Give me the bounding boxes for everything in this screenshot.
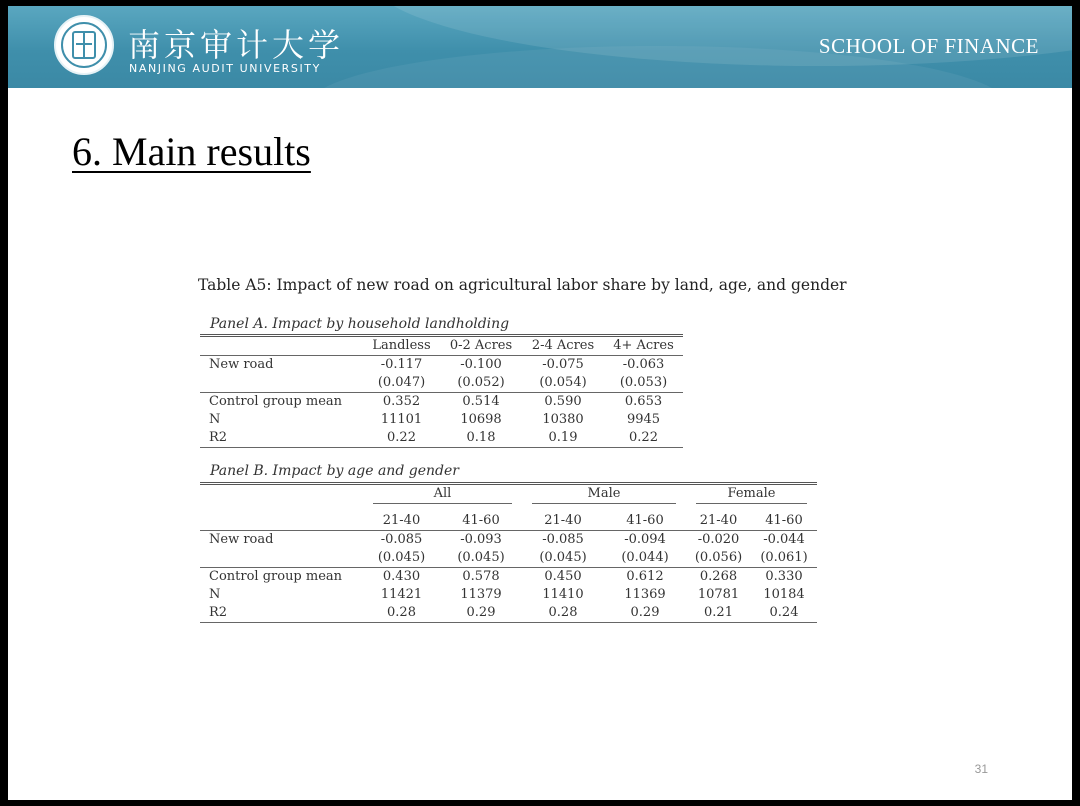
table-cell: (0.052)	[457, 375, 505, 390]
table-cell: 0.268	[686, 568, 751, 587]
table-cell: 0.18	[440, 429, 522, 448]
table-cell: 0.352	[363, 393, 440, 412]
table-cell: 0.28	[522, 604, 604, 623]
table-row	[200, 586, 817, 604]
header-cell	[200, 336, 363, 356]
table-cell: -0.093	[440, 531, 522, 550]
table-row	[200, 356, 683, 375]
table-row	[200, 374, 683, 393]
column-header: 21-40	[382, 513, 421, 528]
table-cell: 0.514	[440, 393, 522, 412]
row-label: R2	[200, 429, 363, 448]
table-cell: 0.653	[604, 393, 683, 412]
table-cell: -0.020	[686, 531, 751, 550]
table-cell: 0.590	[522, 393, 604, 412]
table-cell: 0.19	[522, 429, 604, 448]
table-cell: 11410	[542, 587, 584, 602]
group-label: Female	[696, 485, 807, 504]
table-cell: 10380	[542, 412, 584, 427]
table-row	[200, 549, 817, 568]
table-cell: 11369	[624, 587, 666, 602]
table-cell: -0.100	[440, 356, 522, 375]
table-cell: (0.045)	[539, 550, 587, 565]
row-label: Control group mean	[200, 568, 363, 587]
table-cell: (0.047)	[377, 375, 426, 390]
table-cell: -0.075	[522, 356, 604, 375]
row-label: N	[209, 587, 221, 602]
column-header: Landless	[363, 336, 440, 356]
table-row	[200, 531, 817, 550]
table-cell: 11421	[380, 587, 423, 602]
table-cell: 0.24	[751, 604, 817, 623]
table-cell: 11379	[460, 587, 502, 602]
header-banner	[8, 6, 1072, 88]
panel-a-header-row	[200, 336, 683, 356]
panel-a-table	[200, 334, 683, 448]
header-cell	[200, 512, 363, 531]
group-label: All	[373, 485, 512, 504]
column-header: 41-60	[765, 513, 803, 528]
table-row	[200, 429, 683, 448]
column-header: 41-60	[462, 513, 500, 528]
table-cell: (0.045)	[377, 550, 426, 565]
slide-title: 6. Main results	[72, 129, 311, 174]
header-cell	[200, 484, 363, 505]
table-row	[200, 411, 683, 429]
table-cell: 0.29	[604, 604, 686, 623]
column-header: 21-40	[699, 513, 738, 528]
school-name: SCHOOL OF FINANCE	[818, 34, 1039, 58]
table-cell: 9945	[626, 412, 661, 427]
panel-b-group-row	[200, 484, 817, 505]
panel-b-table	[200, 482, 817, 623]
row-label: R2	[200, 604, 363, 623]
row-label: New road	[200, 356, 363, 375]
table-cell: -0.044	[751, 531, 817, 550]
table-cell: (0.054)	[539, 375, 587, 390]
table-cell: 0.578	[440, 568, 522, 587]
table-cell: 10184	[763, 587, 805, 602]
university-seal-icon	[54, 15, 114, 75]
table-cell: 0.22	[363, 429, 440, 448]
panel-b-header-row	[200, 512, 817, 531]
table-cell: 0.28	[363, 604, 440, 623]
table-caption: Table A5: Impact of new road on agricultural labor share by land, age, and gender	[198, 276, 847, 294]
table-cell: 11101	[380, 412, 423, 427]
group-header-all	[363, 484, 522, 505]
row-label	[200, 549, 363, 568]
table-cell: 0.21	[686, 604, 751, 623]
university-name-en: NANJING AUDIT UNIVERSITY	[129, 62, 321, 75]
table-cell: 0.330	[751, 568, 817, 587]
table-cell: -0.063	[604, 356, 683, 375]
table-cell: 0.450	[522, 568, 604, 587]
table-cell: (0.053)	[619, 375, 668, 390]
table-cell: 0.29	[440, 604, 522, 623]
column-header: 0-2 Acres	[440, 336, 522, 356]
table-cell: -0.085	[363, 531, 440, 550]
column-header: 21-40	[544, 513, 582, 528]
table-row	[200, 568, 817, 587]
page-number: 31	[974, 762, 988, 776]
table-cell: -0.094	[604, 531, 686, 550]
row-label: New road	[200, 531, 363, 550]
spacer-row	[200, 504, 817, 512]
table-cell: (0.061)	[760, 550, 808, 565]
table-cell: -0.085	[522, 531, 604, 550]
table-cell: 10781	[697, 587, 740, 602]
table-cell: (0.044)	[621, 550, 669, 565]
table-row	[200, 604, 817, 623]
table-cell: (0.056)	[694, 550, 743, 565]
group-label: Male	[532, 485, 676, 504]
table-cell: -0.117	[363, 356, 440, 375]
group-header-male	[522, 484, 686, 505]
row-label: N	[209, 412, 221, 427]
column-header: 2-4 Acres	[522, 336, 604, 356]
table-cell: 0.430	[363, 568, 440, 587]
table-row	[200, 393, 683, 412]
panel-a-title: Panel A. Impact by household landholding	[210, 316, 510, 332]
group-header-female	[686, 484, 817, 505]
table-cell: 10698	[460, 412, 502, 427]
column-header: 4+ Acres	[604, 336, 683, 356]
table-cell: (0.045)	[457, 550, 505, 565]
row-label	[200, 374, 363, 393]
university-name-cn: 南京审计大学	[128, 26, 345, 64]
table-cell: 0.612	[604, 568, 686, 587]
panel-b-title: Panel B. Impact by age and gender	[210, 463, 459, 479]
row-label: Control group mean	[200, 393, 363, 412]
table-cell: 0.22	[604, 429, 683, 448]
column-header: 41-60	[626, 513, 664, 528]
slide	[8, 6, 1072, 800]
